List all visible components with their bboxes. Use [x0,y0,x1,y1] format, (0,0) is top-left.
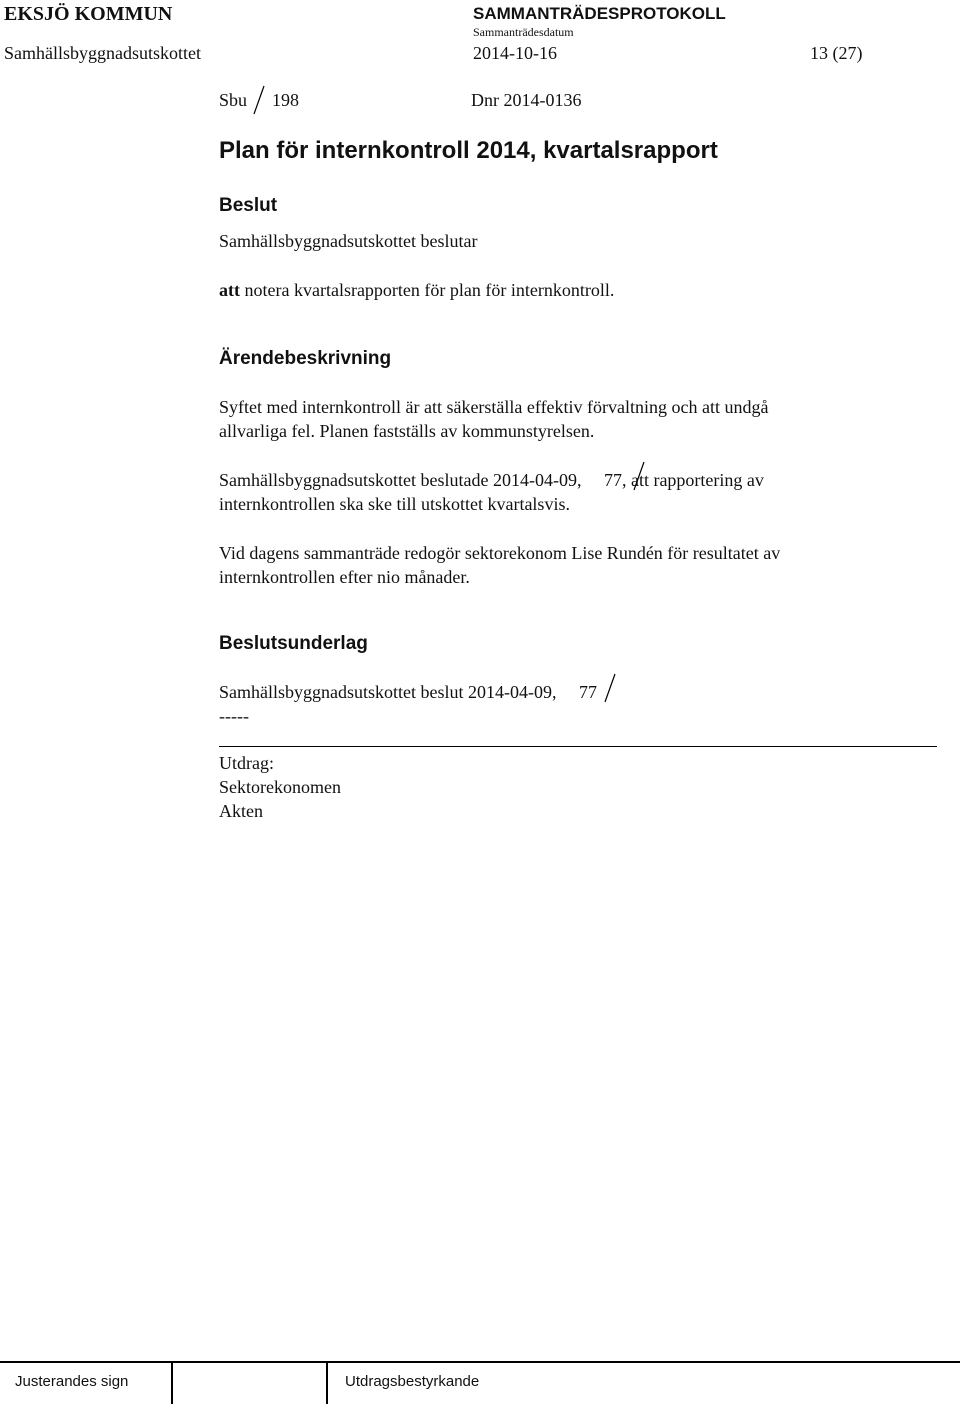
arende-p2-line-1a: Samhällsbyggnadsutskottet beslutade 2014-04-09, [219,470,582,490]
sbu-number: 198 [272,90,299,110]
paragraph-sign-icon [603,673,617,703]
footer-separator [326,1362,328,1404]
underlag-line-1b: 77 [574,682,597,702]
arende-p3-line-1: Vid dagens sammanträde redogör sektorekonom Lise Rundén för resultatet av [219,543,781,563]
committee-name: Samhällsbyggnadsutskottet [4,43,201,63]
utdrag-recipient: Akten [219,801,263,821]
meeting-date-label: Sammanträdesdatum [473,25,574,39]
beslut-decision [219,278,614,302]
underlag-heading: Beslutsunderlag [219,633,368,654]
att-keyword: att [219,280,240,300]
section-divider [219,746,937,747]
arende-p1-line-2: allvarliga fel. Planen fastställs av kommunstyrelsen. [219,421,595,441]
beslut-heading: Beslut [219,195,278,216]
footer-separator [171,1362,173,1404]
arende-paragraph-2 [219,468,764,516]
paragraph-sign-icon [632,461,646,491]
arende-p2-line-1b: 77, att rapportering av [599,470,764,490]
arende-paragraph-3 [219,541,780,589]
underlag-line-1 [219,680,597,704]
arende-p1-line-1: Syftet med internkontroll är att säkerställa effektiv förvaltning och att undgå [219,397,769,417]
utdrag-label: Utdrag: [219,753,274,773]
utdrag-block [219,751,341,823]
arende-p2-line-2: internkontrollen ska ske till utskottet kvartalsvis. [219,494,570,514]
org-name: EKSJÖ KOMMUN [4,3,173,25]
beslut-intro: Samhällsbyggnadsutskottet beslutar [219,231,478,251]
page-number: 13 (27) [810,43,863,63]
underlag-separator: ----- [219,706,249,726]
arende-paragraph-1 [219,395,769,443]
underlag-line-1a: Samhällsbyggnadsutskottet beslut 2014-04-09, [219,682,557,702]
meeting-date: 2014-10-16 [473,43,557,63]
paragraph-sign-icon [252,85,266,115]
utdrag-recipient: Sektorekonomen [219,777,341,797]
arende-heading: Ärendebeskrivning [219,348,392,369]
case-dnr: Dnr 2014-0136 [471,90,582,110]
beslut-decision-text: notera kvartalsrapporten för plan för internkontroll. [240,280,615,300]
footer-utdragsbestyrkande: Utdragsbestyrkande [345,1373,480,1390]
protocol-title: SAMMANTRÄDESPROTOKOLL [473,4,726,23]
footer-rule [0,1361,960,1363]
document-title: Plan för internkontroll 2014, kvartalsrapport [219,137,718,164]
arende-p2-line-1 [219,468,764,492]
sbu-label: Sbu [219,90,248,110]
arende-p3-line-2: internkontrollen efter nio månader. [219,567,470,587]
footer-justerandes-sign: Justerandes sign [15,1373,129,1390]
